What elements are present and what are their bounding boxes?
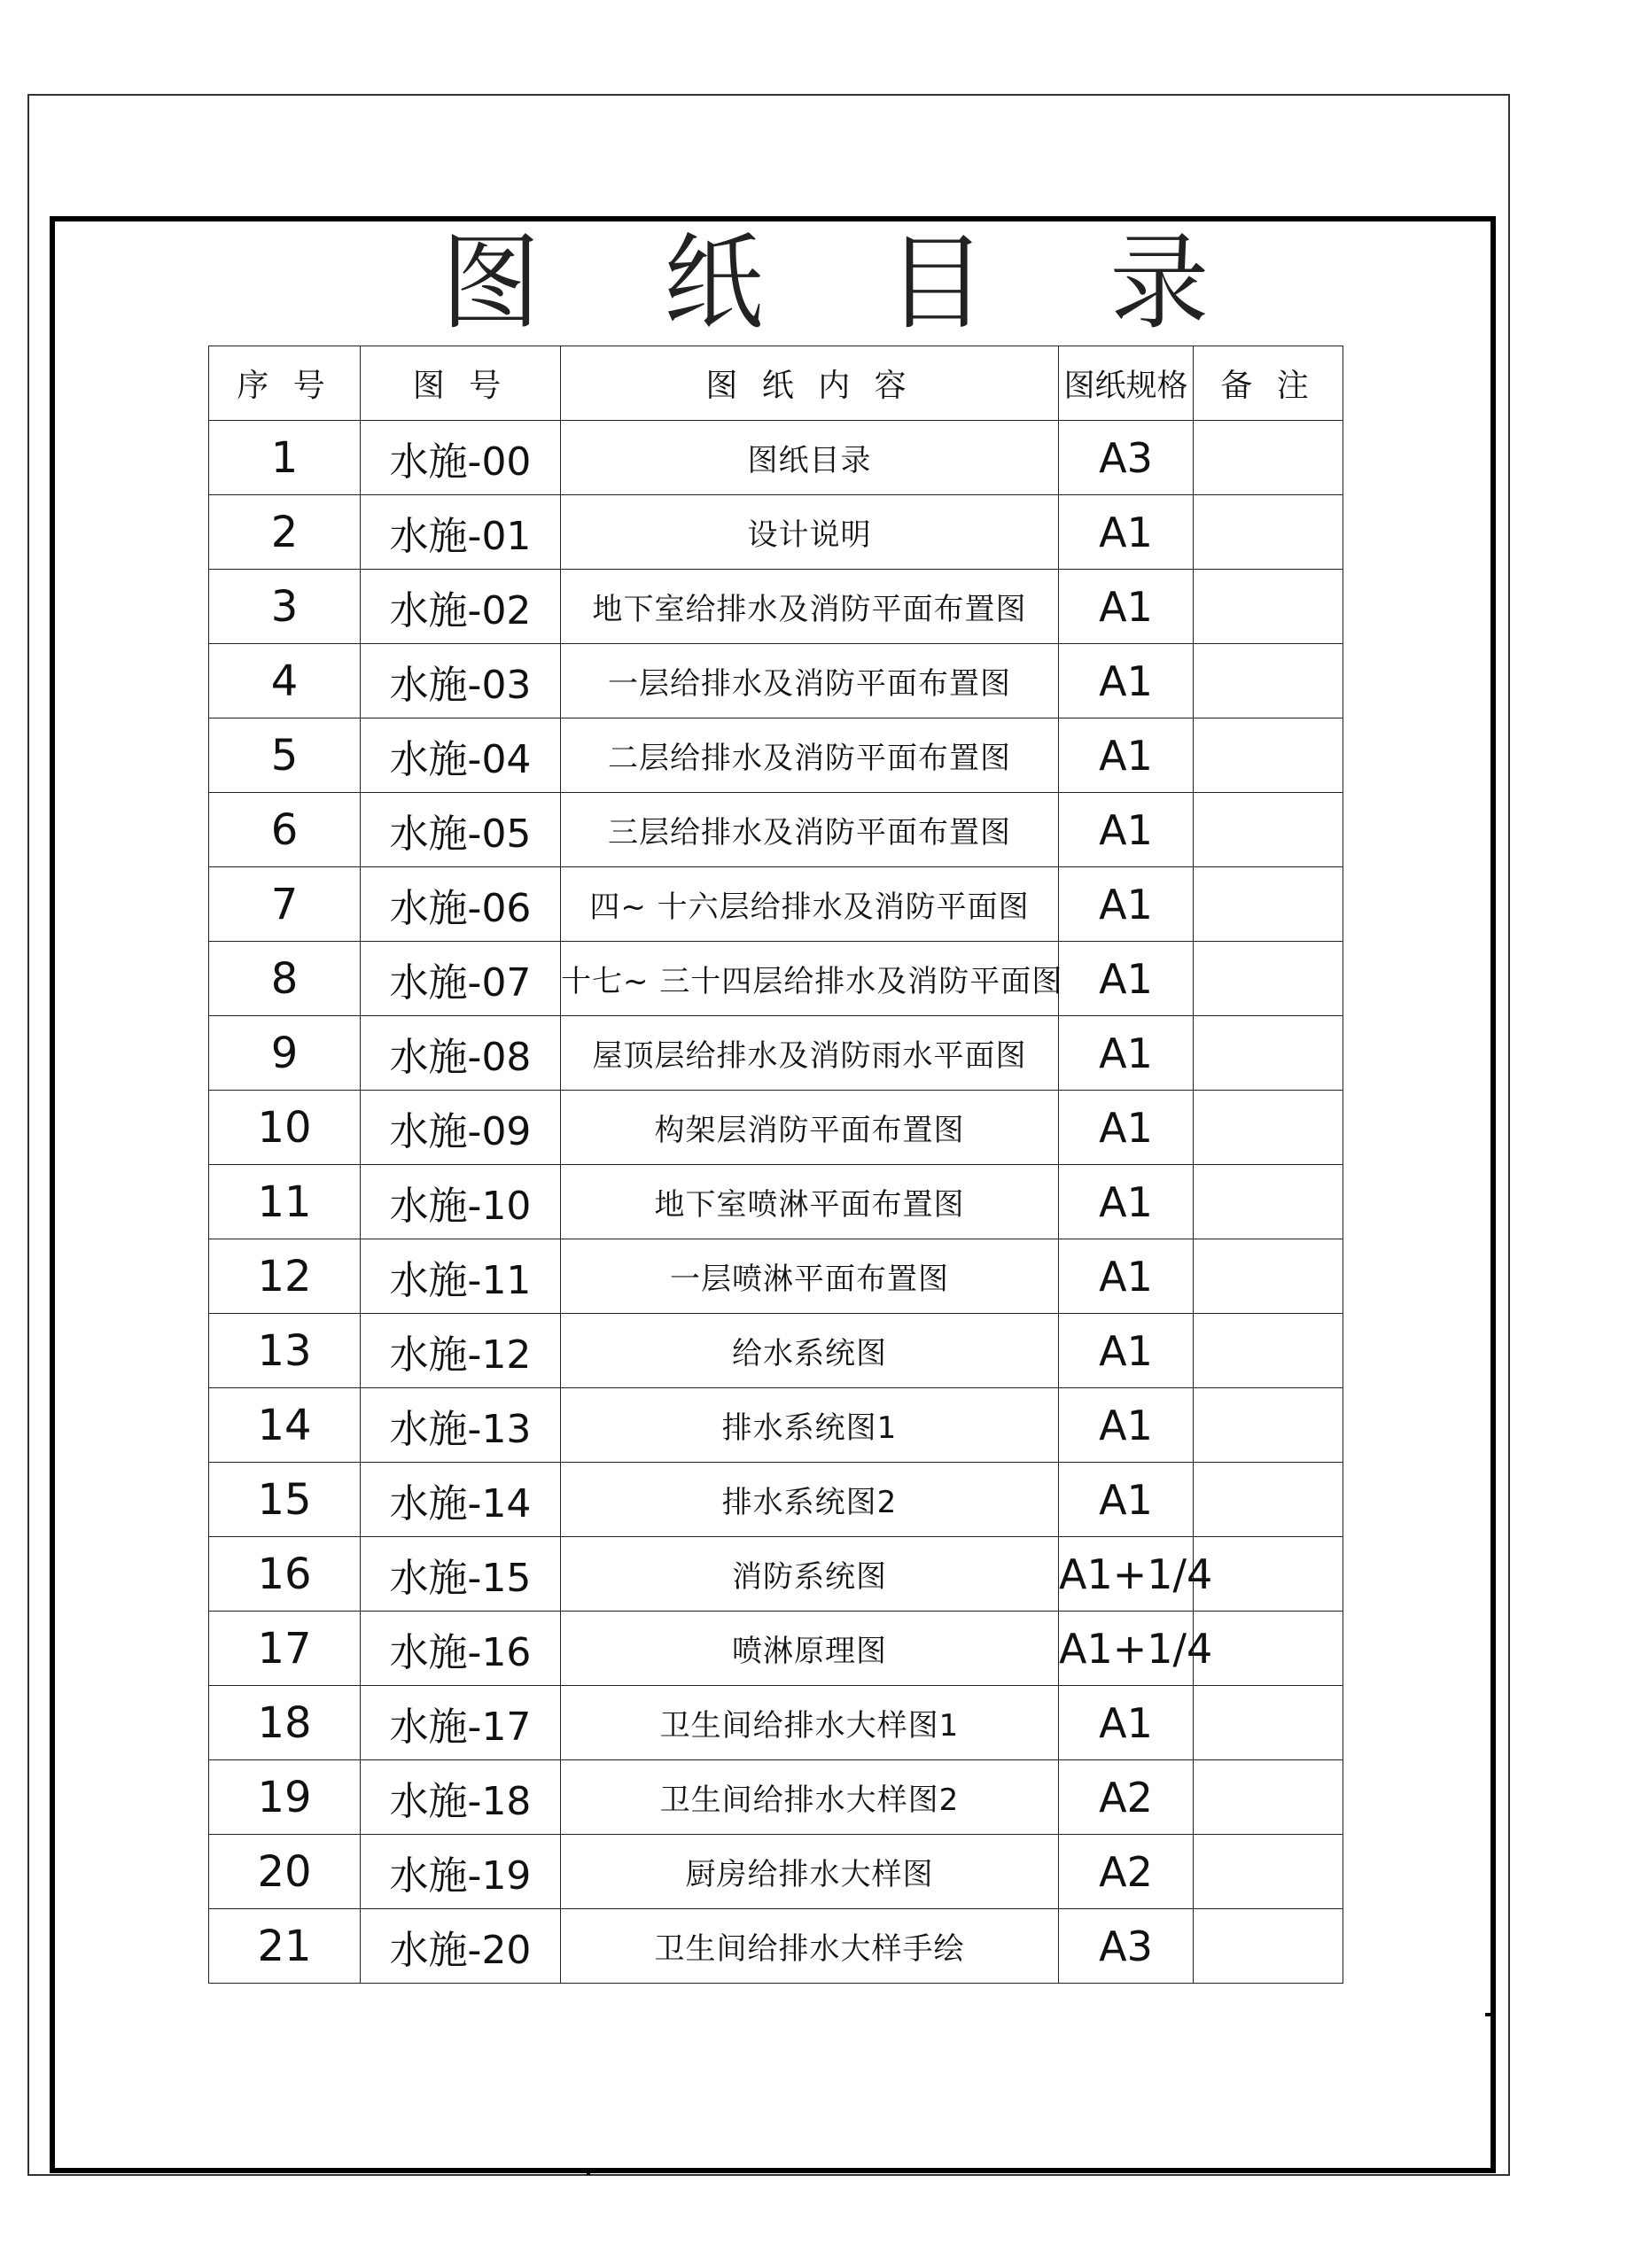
cell-code: 水施-04 [361,718,561,793]
cell-content: 地下室给排水及消防平面布置图 [561,570,1059,644]
cell-spec: A1 [1059,1463,1194,1537]
cell-spec: A1 [1059,942,1194,1016]
cell-spec: A1 [1059,1016,1194,1091]
cell-no: 11 [209,1165,361,1239]
cell-code: 水施-11 [361,1239,561,1314]
table-row [209,1239,1343,1314]
header-no: 序 号 [209,346,361,421]
cell-content: 卫生间给排水大样手绘 [561,1909,1059,1984]
cell-code: 水施-10 [361,1165,561,1239]
cell-content: 十七~ 三十四层给排水及消防平面图 [561,942,1059,1016]
table-row [209,570,1343,644]
cell-spec: A2 [1059,1760,1194,1835]
frame-tick [587,2168,590,2175]
cell-content: 消防系统图 [561,1537,1059,1612]
table-row [209,1091,1343,1165]
cell-code: 水施-17 [361,1686,561,1760]
cell-content: 构架层消防平面布置图 [561,1091,1059,1165]
cell-code: 水施-05 [361,793,561,867]
cell-spec: A3 [1059,1909,1194,1984]
cell-spec: A2 [1059,1835,1194,1909]
cell-note [1194,1909,1343,1984]
table-row [209,1537,1343,1612]
table-row [209,1760,1343,1835]
cell-content: 卫生间给排水大样图2 [561,1760,1059,1835]
cell-note [1194,1239,1343,1314]
cell-note [1194,1686,1343,1760]
table-row [209,1686,1343,1760]
cell-no: 13 [209,1314,361,1388]
cell-note [1194,1165,1343,1239]
cell-note [1194,793,1343,867]
cell-note [1194,1388,1343,1463]
cell-spec: A1 [1059,570,1194,644]
cell-content: 二层给排水及消防平面布置图 [561,718,1059,793]
cell-no: 2 [209,495,361,570]
cell-code: 水施-16 [361,1612,561,1686]
table-row [209,495,1343,570]
table-row [209,1463,1343,1537]
cell-note [1194,1612,1343,1686]
cell-no: 16 [209,1537,361,1612]
cell-no: 19 [209,1760,361,1835]
cell-code: 水施-09 [361,1091,561,1165]
cell-code: 水施-14 [361,1463,561,1537]
cell-code: 水施-00 [361,421,561,495]
cell-code: 水施-01 [361,495,561,570]
cell-code: 水施-18 [361,1760,561,1835]
cell-no: 17 [209,1612,361,1686]
table-row [209,1016,1343,1091]
cell-note [1194,1760,1343,1835]
cell-note [1194,495,1343,570]
cell-code: 水施-03 [361,644,561,718]
cell-no: 5 [209,718,361,793]
table-row [209,942,1343,1016]
cell-spec: A1 [1059,1388,1194,1463]
cell-note [1194,1537,1343,1612]
cell-spec: A3 [1059,421,1194,495]
cell-note [1194,570,1343,644]
cell-content: 厨房给排水大样图 [561,1835,1059,1909]
table-header-row [209,346,1343,421]
cell-no: 8 [209,942,361,1016]
cell-no: 6 [209,793,361,867]
cell-no: 7 [209,867,361,942]
table-row [209,1612,1343,1686]
cell-code: 水施-20 [361,1909,561,1984]
cell-no: 9 [209,1016,361,1091]
cell-content: 排水系统图1 [561,1388,1059,1463]
cell-spec: A1+1/4 [1059,1537,1194,1612]
header-note: 备 注 [1194,346,1343,421]
cell-content: 屋顶层给排水及消防雨水平面图 [561,1016,1059,1091]
cell-content: 卫生间给排水大样图1 [561,1686,1059,1760]
table-row [209,1165,1343,1239]
cell-content: 喷淋原理图 [561,1612,1059,1686]
cell-note [1194,1016,1343,1091]
cell-spec: A1 [1059,495,1194,570]
cell-no: 15 [209,1463,361,1537]
cell-note [1194,867,1343,942]
cell-spec: A1 [1059,1314,1194,1388]
cell-spec: A1 [1059,867,1194,942]
cell-note [1194,1835,1343,1909]
cell-spec: A1 [1059,1165,1194,1239]
cell-note [1194,1314,1343,1388]
cell-no: 21 [209,1909,361,1984]
cell-code: 水施-08 [361,1016,561,1091]
cell-spec: A1 [1059,793,1194,867]
cell-no: 4 [209,644,361,718]
page-title: 图 纸 目 录 [440,222,1256,345]
cell-spec: A1+1/4 [1059,1612,1194,1686]
header-content: 图 纸 内 容 [561,346,1059,421]
table-row [209,644,1343,718]
cell-code: 水施-12 [361,1314,561,1388]
cell-content: 图纸目录 [561,421,1059,495]
cell-no: 14 [209,1388,361,1463]
cell-spec: A1 [1059,1239,1194,1314]
cell-spec: A1 [1059,1686,1194,1760]
cell-no: 1 [209,421,361,495]
cell-content: 一层给排水及消防平面布置图 [561,644,1059,718]
cell-content: 地下室喷淋平面布置图 [561,1165,1059,1239]
cell-content: 排水系统图2 [561,1463,1059,1537]
header-spec: 图纸规格 [1059,346,1194,421]
table-row [209,718,1343,793]
cell-note [1194,942,1343,1016]
cell-spec: A1 [1059,1091,1194,1165]
cell-content: 四~ 十六层给排水及消防平面图 [561,867,1059,942]
cell-code: 水施-06 [361,867,561,942]
cell-note [1194,421,1343,495]
header-code: 图 号 [361,346,561,421]
cell-note [1194,1091,1343,1165]
cell-no: 20 [209,1835,361,1909]
cell-note [1194,718,1343,793]
frame-tick [1485,2013,1494,2016]
table-row [209,421,1343,495]
table-row [209,1388,1343,1463]
table-row [209,1835,1343,1909]
table-row [209,1909,1343,1984]
cell-spec: A1 [1059,718,1194,793]
drawing-catalog-table [208,346,1343,1984]
cell-content: 给水系统图 [561,1314,1059,1388]
cell-note [1194,644,1343,718]
cell-code: 水施-19 [361,1835,561,1909]
cell-no: 18 [209,1686,361,1760]
table-row [209,793,1343,867]
cell-no: 10 [209,1091,361,1165]
cell-no: 12 [209,1239,361,1314]
cell-code: 水施-02 [361,570,561,644]
cell-no: 3 [209,570,361,644]
table-row [209,867,1343,942]
cell-code: 水施-15 [361,1537,561,1612]
cell-content: 三层给排水及消防平面布置图 [561,793,1059,867]
cell-note [1194,1463,1343,1537]
table-row [209,1314,1343,1388]
cell-content: 设计说明 [561,495,1059,570]
cell-content: 一层喷淋平面布置图 [561,1239,1059,1314]
cell-code: 水施-07 [361,942,561,1016]
cell-code: 水施-13 [361,1388,561,1463]
cell-spec: A1 [1059,644,1194,718]
